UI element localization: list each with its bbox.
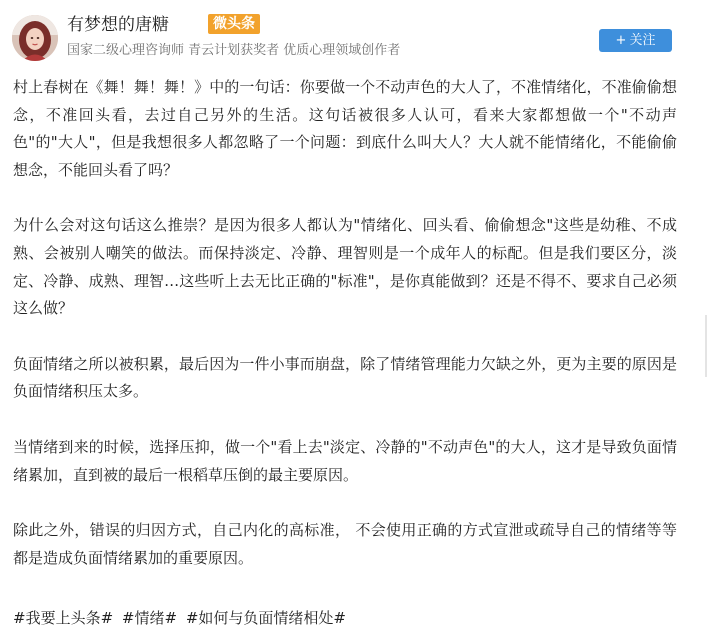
follow-button-label: 关注 <box>629 33 656 48</box>
article-paragraph: 当情绪到来的时候，选择压抑，做一个"看上去"淡定、冷静的"不动声色"的大人，这才是导致负面情绪累加，直到被的最后一根稻草压倒的最主要原因。 <box>13 437 677 484</box>
follow-button[interactable] <box>599 29 672 52</box>
post-header <box>0 0 707 66</box>
plus-icon: + <box>615 33 627 48</box>
hashtag-link[interactable]: #如何与负面情绪相处# <box>185 609 346 627</box>
hashtag-link[interactable]: #情绪# <box>121 609 178 627</box>
author-description: 国家二级心理咨询师 青云计划获奖者 优质心理领域创作者 <box>67 43 401 58</box>
weitoutiao-badge: 微头条 <box>208 14 260 34</box>
author-name[interactable]: 有梦想的唐糖 <box>67 15 169 35</box>
article-paragraph: 为什么会对这句话这么推崇？是因为很多人都认为"情绪化、回头看、偷偷想念"这些是幼稚、不成熟、会被别人嘲笑的做法。而保持淡定、冷静、理智则是一个成年人的标配。但是我们要区分，淡定、冷静、成熟、理智…这些听上去无比正确的"标准"，是你真能做到？还是不得不、要求自己必须这么做？ <box>13 216 677 318</box>
user-avatar-photo-icon <box>12 15 58 61</box>
article-paragraph: 除此之外，错误的归因方式，自己内化的高标准， 不会使用正确的方式宣泄或疏导自己的情绪等等都是造成负面情绪累加的重要原因。 <box>13 521 677 567</box>
hashtag-link[interactable]: #我要上头条# <box>13 609 114 627</box>
article-paragraph: 村上春树在《舞！舞！舞！》中的一句话：你要做一个不动声色的大人了，不准情绪化，不准偷偷想念，不准回头看，去过自己另外的生活。这句话被很多人认可，看来大家都想做一个"不动声色"的"大人"，但是我想很多人都忽略了一个问题：到底什么叫大人？大人就不能情绪化，不能偷偷想念，不能回头看了吗？ <box>13 78 677 179</box>
article-body <box>13 74 677 572</box>
hashtag-list <box>13 605 350 631</box>
author-avatar[interactable] <box>12 15 58 61</box>
article-paragraph: 负面情绪之所以被积累，最后因为一件小事而崩盘，除了情绪管理能力欠缺之外，更为主要的原因是负面情绪积压太多。 <box>13 354 677 401</box>
